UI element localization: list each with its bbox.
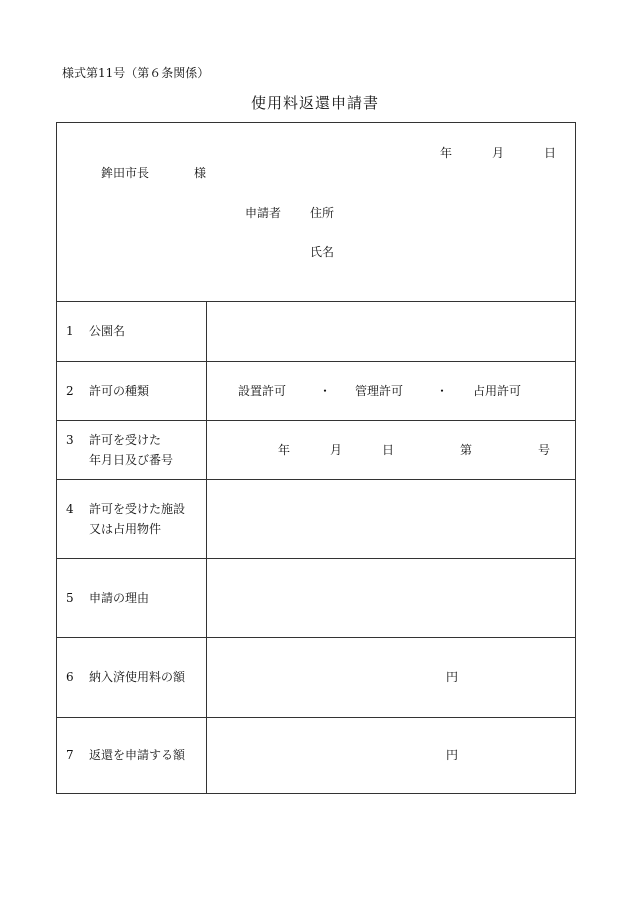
address-label: 住所 xyxy=(310,206,335,220)
row-divider xyxy=(56,558,576,559)
permit-date-month: 月 xyxy=(330,443,343,457)
row-divider xyxy=(56,479,576,480)
header-date-month: 月 xyxy=(492,146,505,160)
row-label-facility-line2: 又は占用物件 xyxy=(89,522,162,536)
row-label-permit-date-line2: 年月日及び番号 xyxy=(89,453,174,467)
option-separator: ・ xyxy=(319,384,332,398)
row-label-park-name: 公園名 xyxy=(89,324,126,338)
row-label-facility-line1: 許可を受けた施設 xyxy=(89,502,186,516)
row-divider xyxy=(56,637,576,638)
permit-date-day: 日 xyxy=(382,443,395,457)
option-separator: ・ xyxy=(436,384,449,398)
column-divider xyxy=(206,301,207,794)
header-date-day: 日 xyxy=(544,146,557,160)
header-date-year: 年 xyxy=(440,146,453,160)
form-number: 様式第11号（第６条関係） xyxy=(62,66,210,80)
name-label: 氏名 xyxy=(310,245,335,259)
permit-number-suffix: 号 xyxy=(538,443,551,457)
yen-unit: 円 xyxy=(446,748,459,762)
option-management-permit: 管理許可 xyxy=(355,384,404,398)
applicant-label: 申請者 xyxy=(245,206,282,220)
row-number: 6 xyxy=(66,670,74,684)
row-number: 5 xyxy=(66,591,74,605)
option-occupancy-permit: 占用許可 xyxy=(473,384,522,398)
addressee: 鉾田市長 xyxy=(101,166,150,180)
row-divider xyxy=(56,301,576,302)
document-title: 使用料返還申請書 xyxy=(250,94,379,112)
row-label-permit-type: 許可の種類 xyxy=(89,384,150,398)
row-label-reason: 申請の理由 xyxy=(89,591,150,605)
permit-date-year: 年 xyxy=(278,443,291,457)
row-divider xyxy=(56,420,576,421)
row-divider xyxy=(56,717,576,718)
row-number: 1 xyxy=(66,324,74,338)
row-label-paid-fee: 納入済使用料の額 xyxy=(89,670,186,684)
yen-unit: 円 xyxy=(446,670,459,684)
row-divider xyxy=(56,361,576,362)
row-label-refund-amount: 返還を申請する額 xyxy=(89,748,186,762)
row-number: 7 xyxy=(66,748,74,762)
honorific: 様 xyxy=(194,166,207,180)
row-label-permit-date-line1: 許可を受けた xyxy=(89,433,162,447)
row-number: 4 xyxy=(66,502,74,516)
permit-number-prefix: 第 xyxy=(460,443,473,457)
option-installation-permit: 設置許可 xyxy=(238,384,287,398)
row-number: 2 xyxy=(66,384,74,398)
row-number: 3 xyxy=(66,433,74,447)
